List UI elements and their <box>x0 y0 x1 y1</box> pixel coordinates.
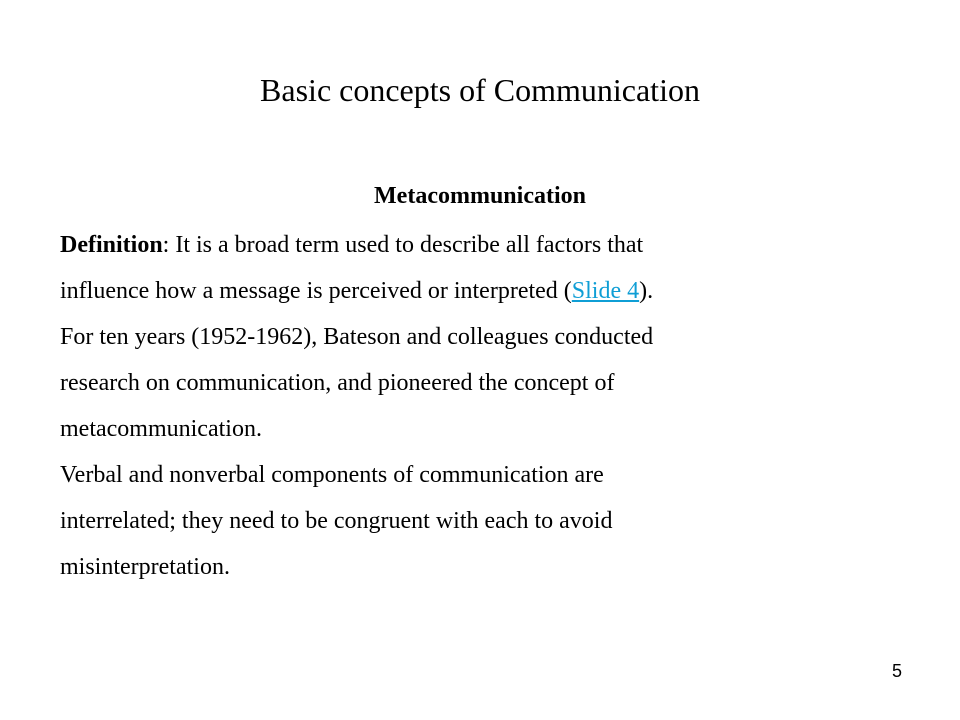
slide-4-link[interactable]: Slide 4 <box>571 278 640 304</box>
body-line-5: metacommunication. <box>60 416 262 442</box>
body-line-2-end: ). <box>639 278 654 304</box>
definition-text: : It is a broad term used to describe all factors that <box>162 232 644 258</box>
section-subheading: Metacommunication <box>374 183 586 209</box>
body-line-2 <box>60 268 940 314</box>
body-line-1 <box>60 222 940 268</box>
body-line-2-text: influence how a message is perceived or interpreted ( <box>60 278 572 304</box>
body-line-3: For ten years (1952-1962), Bateson and colleagues conducted <box>60 324 654 350</box>
definition-label: Definition <box>60 232 163 258</box>
slide-title: Basic concepts of Communication <box>260 72 700 108</box>
slide-body <box>60 222 940 590</box>
slide-number: 5 <box>891 661 902 681</box>
body-line-4: research on communication, and pioneered the concept of <box>60 370 615 396</box>
body-line-7: interrelated; they need to be congruent with each to avoid <box>60 508 613 534</box>
body-line-8: misinterpretation. <box>60 554 230 580</box>
body-line-6: Verbal and nonverbal components of communication are <box>60 462 604 488</box>
